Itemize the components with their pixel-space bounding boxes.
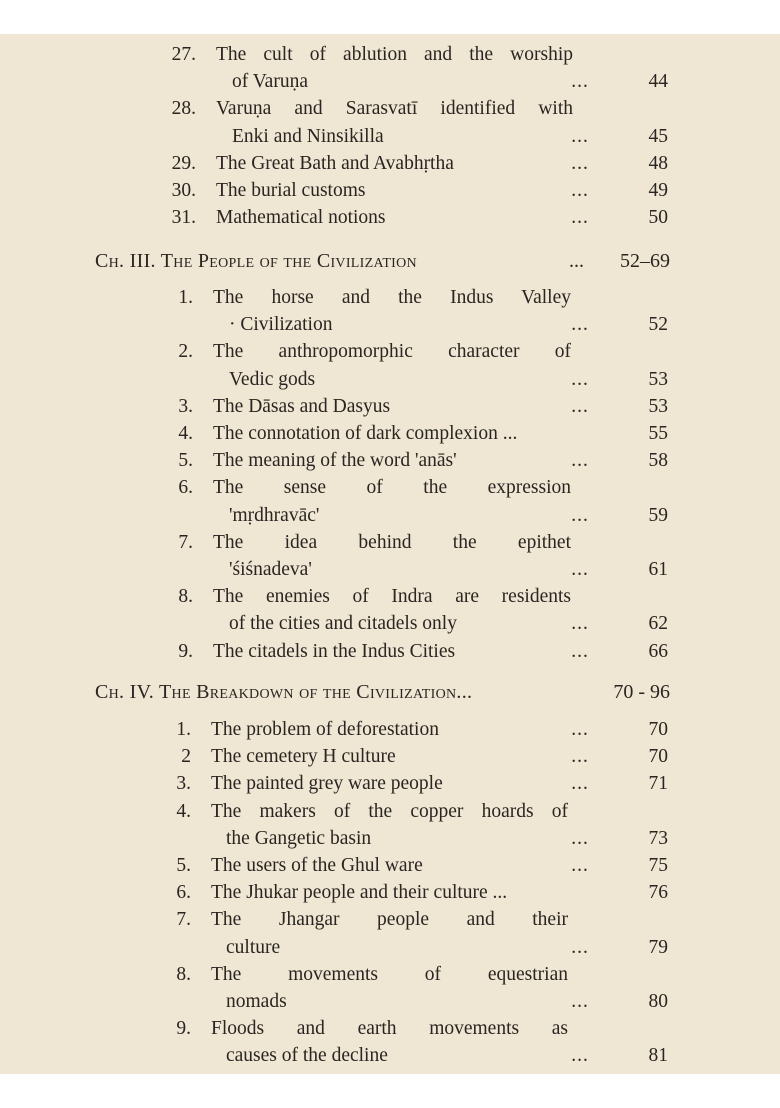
page-number: 58 <box>648 450 668 472</box>
entry-number: 3. <box>176 773 191 795</box>
entry-number: 6. <box>178 477 193 499</box>
page-number: 45 <box>648 125 668 147</box>
toc-entry-line <box>0 420 780 447</box>
toc-entry-line <box>0 879 780 906</box>
entry-number: 9. <box>178 640 193 662</box>
toc-entry-line <box>0 1042 780 1069</box>
entry-title: Mathematical notions <box>216 207 386 229</box>
entry-title: The anthropomorphic character of <box>213 341 571 363</box>
toc-entry-line <box>0 204 780 231</box>
page-number: 48 <box>648 152 668 174</box>
toc-entry-line <box>0 95 780 122</box>
entry-number: 7. <box>178 531 193 553</box>
toc-entry-line <box>0 529 780 556</box>
page-number: 66 <box>648 640 668 662</box>
toc-entry-line <box>0 68 780 95</box>
leader-dots: ... <box>571 936 589 958</box>
toc-entry-line <box>0 1015 780 1042</box>
chapter-heading <box>95 246 670 276</box>
entry-title: 'śiśnadeva' <box>229 559 312 580</box>
leader-dots: ... <box>571 395 589 417</box>
entry-title: The painted grey ware people <box>211 773 443 795</box>
entry-title: The Great Bath and Avabhṛtha <box>216 152 454 174</box>
entry-number: 5. <box>178 450 193 472</box>
entry-title: The citadels in the Indus Cities <box>213 640 456 662</box>
toc-entry-line <box>0 825 780 852</box>
entry-number: 4. <box>176 800 191 822</box>
entry-title: The users of the Ghul ware <box>211 855 423 876</box>
toc-entry-line <box>0 716 780 743</box>
entry-number: 29. <box>171 152 196 174</box>
toc-entry-line <box>0 906 780 933</box>
page-number: 79 <box>648 936 668 958</box>
toc-entry-line <box>0 743 780 770</box>
chapter-pages: 52–69 <box>620 250 670 272</box>
toc-entry-line <box>0 798 780 825</box>
leader-dots: ... <box>571 71 589 93</box>
leader-dots: ... <box>571 1045 589 1067</box>
entry-title: The Jhukar people and their culture ... <box>211 882 508 904</box>
entry-title: · Civilization <box>229 314 333 336</box>
entry-title: The horse and the Indus Valley <box>213 287 571 308</box>
toc-entry-line <box>0 311 780 338</box>
leader-dots: ... <box>571 855 589 876</box>
entry-number: 30. <box>171 180 196 201</box>
page-number: 49 <box>648 180 668 201</box>
toc-entry-line <box>0 177 780 204</box>
entry-number: 31. <box>171 207 196 229</box>
entry-number: 2. <box>178 341 193 363</box>
page-number: 73 <box>648 827 668 849</box>
leader-dots: ... <box>571 991 589 1012</box>
toc-entry-line <box>0 123 780 150</box>
page-number: 70 <box>648 746 668 768</box>
page-number: 53 <box>648 368 668 390</box>
entry-number: 9. <box>176 1018 191 1040</box>
leader-dots: ... <box>569 250 584 272</box>
entry-number: 8. <box>176 963 191 985</box>
page-number: 62 <box>648 613 668 635</box>
page-number: 76 <box>648 882 668 904</box>
toc-entry-line <box>0 961 780 988</box>
entry-number: 7. <box>176 909 191 931</box>
entry-title: The meaning of the word 'anās' <box>213 450 457 472</box>
entry-title: The Dāsas and Dasyus <box>213 395 391 417</box>
chapter-title: Ch. III. The People of the Civilization <box>95 250 417 272</box>
page-number: 80 <box>648 991 668 1012</box>
leader-dots: ... <box>571 559 589 580</box>
entry-title: The Jhangar people and their <box>211 909 568 931</box>
entry-title: The sense of the expression <box>213 477 571 499</box>
entry-title: The cemetery H culture <box>211 746 396 768</box>
entry-number: 1. <box>176 719 191 740</box>
chapter-pages: 70 - 96 <box>613 681 670 703</box>
entry-number: 28. <box>171 98 196 120</box>
leader-dots: ... <box>571 640 589 662</box>
entry-number: 27. <box>171 44 196 65</box>
leader-dots: ... <box>571 719 589 740</box>
entry-title: The cult of ablution and the worship <box>216 44 573 65</box>
entry-number: 8. <box>178 586 193 608</box>
toc-entry-line <box>0 852 780 879</box>
entry-title: The connotation of dark complexion ... <box>213 423 518 444</box>
leader-dots: ... <box>571 207 589 229</box>
page-number: 81 <box>648 1045 668 1067</box>
entry-title: The problem of deforestation <box>211 719 439 740</box>
entry-title: Enki and Ninsikilla <box>232 125 384 147</box>
toc-entry-line <box>0 988 780 1015</box>
entry-title: The enemies of Indra are residents <box>213 586 571 608</box>
page-number: 59 <box>648 504 668 526</box>
toc-entry-line <box>0 474 780 501</box>
toc-entry-line <box>0 610 780 637</box>
leader-dots: ... <box>571 773 589 795</box>
toc-entry-line <box>0 393 780 420</box>
toc-entry-line <box>0 934 780 961</box>
entry-title: 'mṛdhravāc' <box>229 504 320 526</box>
page-number: 50 <box>648 207 668 229</box>
entry-number: 3. <box>178 395 193 417</box>
entry-title: Varuṇa and Sarasvatī identified with <box>216 98 573 120</box>
toc-entry-line <box>0 338 780 365</box>
entry-title: culture <box>226 936 281 958</box>
entry-title: The movements of equestrian <box>211 963 568 985</box>
entry-title: The idea behind the epithet <box>213 531 571 553</box>
chapter-title: Ch. IV. The Breakdown of the Civilization... <box>95 681 473 703</box>
toc-entry-line <box>0 583 780 610</box>
toc-entry-line <box>0 502 780 529</box>
toc-entry-line <box>0 366 780 393</box>
leader-dots: ... <box>571 613 589 635</box>
entry-title: The makers of the copper hoards of <box>211 800 568 822</box>
entry-title: of the cities and citadels only <box>229 613 457 635</box>
leader-dots: ... <box>571 827 589 849</box>
leader-dots: ... <box>571 504 589 526</box>
leader-dots: ... <box>571 746 589 768</box>
page-number: 61 <box>648 559 668 580</box>
page-number: 75 <box>648 855 668 876</box>
toc-entry-line <box>0 284 780 311</box>
leader-dots: ... <box>571 152 589 174</box>
entry-number: 2 <box>181 746 191 768</box>
page-number: 71 <box>648 773 668 795</box>
toc-entry-line <box>0 447 780 474</box>
toc-entry-line <box>0 556 780 583</box>
entry-number: 5. <box>176 855 191 876</box>
chapter-heading <box>95 677 670 707</box>
leader-dots: ... <box>571 180 589 201</box>
toc-entry-line <box>0 150 780 177</box>
leader-dots: ... <box>571 125 589 147</box>
entry-number: 1. <box>178 287 193 308</box>
page-number: 55 <box>648 423 668 444</box>
entry-title: Floods and earth movements as <box>211 1018 568 1040</box>
entry-title: of Varuṇa <box>232 71 308 93</box>
entry-title: Vedic gods <box>229 368 316 390</box>
toc-entry-line <box>0 41 780 68</box>
leader-dots: ... <box>571 314 589 336</box>
entry-title: The burial customs <box>216 180 366 201</box>
entry-title: nomads <box>226 991 287 1012</box>
page-number: 53 <box>648 395 668 417</box>
entry-title: the Gangetic basin <box>226 827 372 849</box>
entry-number: 6. <box>176 882 191 904</box>
toc-entry-line <box>0 638 780 665</box>
leader-dots: ... <box>571 450 589 472</box>
toc-entry-line <box>0 770 780 797</box>
entry-number: 4. <box>178 423 193 444</box>
leader-dots: ... <box>571 368 589 390</box>
page-number: 70 <box>648 719 668 740</box>
page-number: 44 <box>648 71 668 93</box>
entry-title: causes of the decline <box>226 1045 388 1067</box>
page-number: 52 <box>648 314 668 336</box>
